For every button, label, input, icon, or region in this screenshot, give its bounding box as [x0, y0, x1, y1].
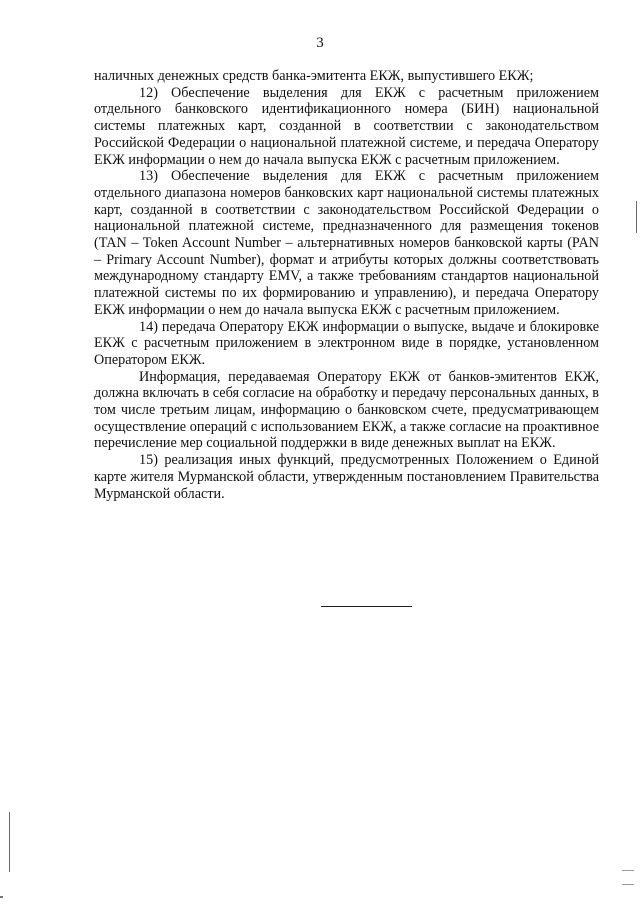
- paragraph-item-12: 12) Обеспечение выделения для ЕКЖ с расчетным приложением отдельного банковского идентификационного номера (БИН) национальной системы платежных карт, созданной в соответствии с законодательством Российской Федерации о национальной платежной системе, и передача Оператору ЕКЖ информации о нем до начала выпуска ЕКЖ с расчетным приложением.: [94, 84, 599, 168]
- paragraph-information: Информация, передаваемая Оператору ЕКЖ от банков-эмитентов ЕКЖ, должна включать в себя согласие на обработку и передачу персональных данных, в том числе третьим лицам, информацию о банковском счете, предусматривающем осуществление операций с использованием ЕКЖ, а также согласие на проактивное перечисление мер социальной поддержки в виде денежных выплат на ЕКЖ.: [94, 368, 599, 452]
- paragraph-continuation: наличных денежных средств банка-эмитента ЕКЖ, выпустившего ЕКЖ;: [94, 68, 534, 84]
- paragraph-item-13: 13) Обеспечение выделения для ЕКЖ с расчетным приложением отдельного диапазона номеров банковских карт национальной системы платежных карт, созданной в соответствии с законодательством Российской Федерации о национальной платежной системе, предназначенного для размещения токенов (TAN – Token Account Number – альтернативных номеров банковской карты (PAN – Primary Account Number), формат и атрибуты которых должны соответствовать международному стандарту EMV, а также требованиям стандартов национальной платежной системы по их формированию и управлению), и передача Оператору ЕКЖ информации о нем до начала выпуска ЕКЖ с расчетным приложением.: [94, 168, 599, 318]
- document-body: [94, 68, 599, 502]
- end-of-document-rule: [321, 606, 412, 607]
- scan-edge-mark: [622, 884, 634, 885]
- scan-edge-mark: [9, 812, 10, 872]
- page-number: 3: [316, 35, 324, 51]
- scan-edge-mark: [622, 870, 634, 871]
- scan-edge-mark: [0, 896, 3, 898]
- paragraph-item-14: 14) передача Оператору ЕКЖ информации о выпуске, выдаче и блокировке ЕКЖ с расчетным приложением в электронном виде в порядке, установленном Оператором ЕКЖ.: [94, 318, 599, 368]
- paragraph-item-15: 15) реализация иных функций, предусмотренных Положением о Единой карте жителя Мурманской области, утвержденным постановлением Правительства Мурманской области.: [94, 452, 599, 502]
- scan-edge-mark: [636, 201, 637, 233]
